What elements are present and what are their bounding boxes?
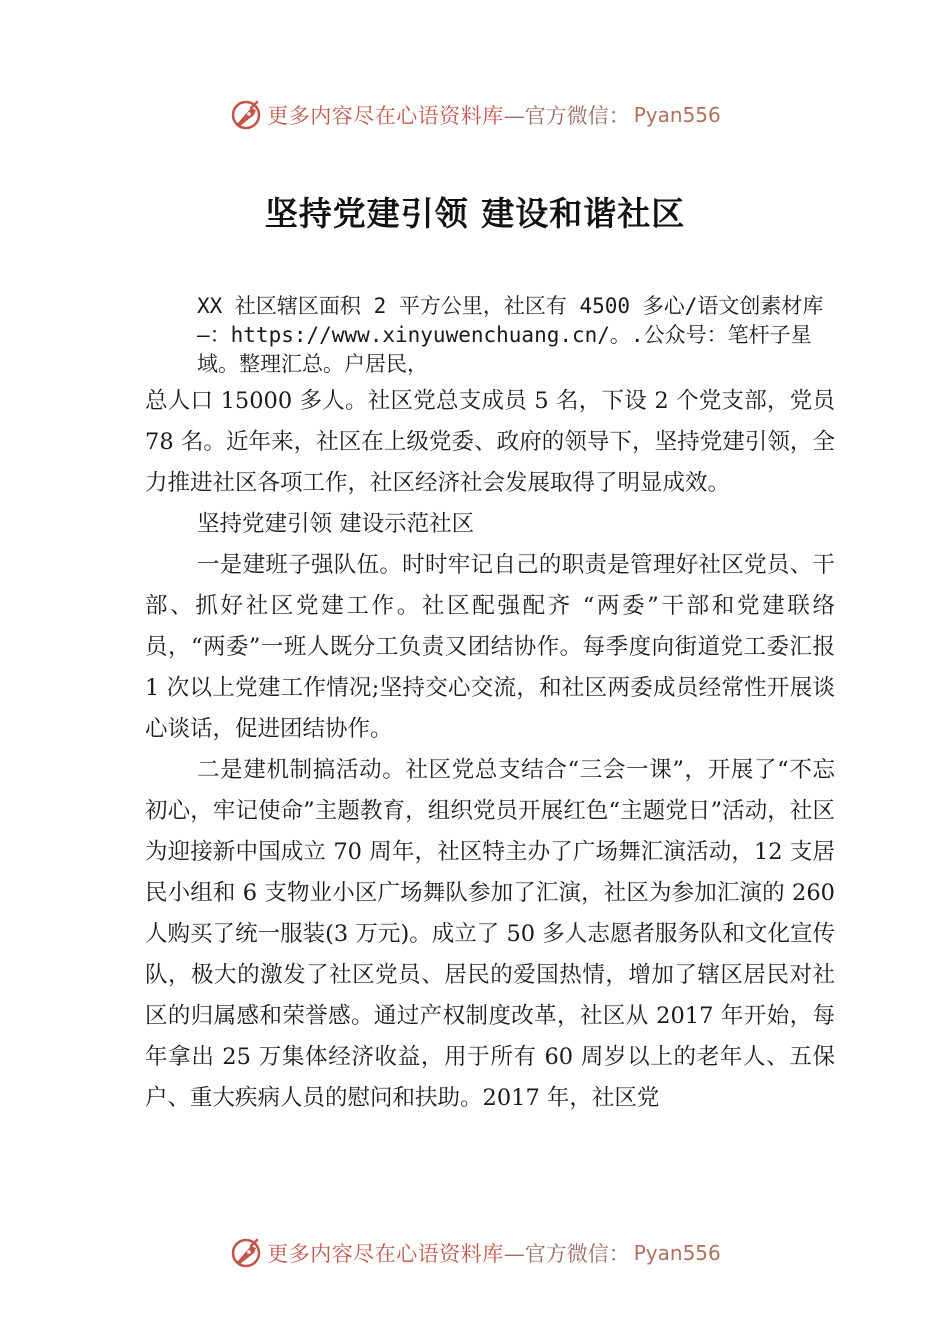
watermark-official: —官方微信： <box>503 104 630 128</box>
watermark-brand: 更多内容尽在心语资料库 <box>267 1242 504 1266</box>
intro-paragraph-continued: 总人口 15000 多人。社区党总支成员 5 名，下设 2 个党支部，党员 78 名。近年来，社区在上级党委、政府的领导下，坚持党建引领，全力推进社区各项工作，社区经济社会发展取得了明显成效。 <box>145 388 835 496</box>
intro-paragraph-inline: XX 社区辖区面积 2 平方公里，社区有 4500 多心/语文创素材库—：https://www.xinyuwenchuang.cn/。.公众号：笔杆子星域。整理汇总。户居民， <box>197 294 824 376</box>
pen-nib-logo-icon <box>229 98 263 132</box>
body-paragraph-2: 二是建机制搞活动。社区党总支结合“三会一课”，开展了“不忘初心，牢记使命”主题教育，组织党员开展红色“主题党日”活动，社区为迎接新中国成立 70 周年，社区特主办了广场舞汇演活动，12 支居民小组和 6 支物业小区广场舞队参加了汇演，社区为参加汇演的 260 人购买了统一服装(3 万元)。成立了 50 多人志愿者服务队和文化宣传队，极大的激发了社区党员、居民的爱国热情，增加了辖区居民对社区的归属感和荣誉感。通过产权制度改革，社区从 2017 年开始，每年拿出 25 万集体经济收益，用于所有 60 周岁以上的老年人、五保户、重大疾病人员的慰问和扶助。2017 年，社区党 <box>145 757 835 1111</box>
watermark-footer <box>0 1233 950 1273</box>
body-paragraph-1: 一是建班子强队伍。时时牢记自己的职责是管理好社区党员、干部、抓好社区党建工作。社区配强配齐 “两委”干部和党建联络员，“两委”一班人既分工负责又团结协作。每季度向街道党工委汇报 1 次以上党建工作情况;坚持交心交流，和社区两委成员经常性开展谈心谈话，促进团结协作。 <box>145 552 835 742</box>
watermark-header <box>0 95 950 135</box>
pen-nib-logo-icon <box>229 1236 263 1270</box>
section-heading: 坚持党建引领 建设示范社区 <box>197 511 475 537</box>
watermark-brand: 更多内容尽在心语资料库 <box>267 104 504 128</box>
document-title: 坚持党建引领 建设和谐社区 <box>264 194 686 233</box>
document-body <box>145 292 835 1119</box>
watermark-wechat-id: Pyan556 <box>633 103 721 127</box>
watermark-wechat-id: Pyan556 <box>633 1241 721 1265</box>
watermark-official: —官方微信： <box>503 1242 630 1266</box>
